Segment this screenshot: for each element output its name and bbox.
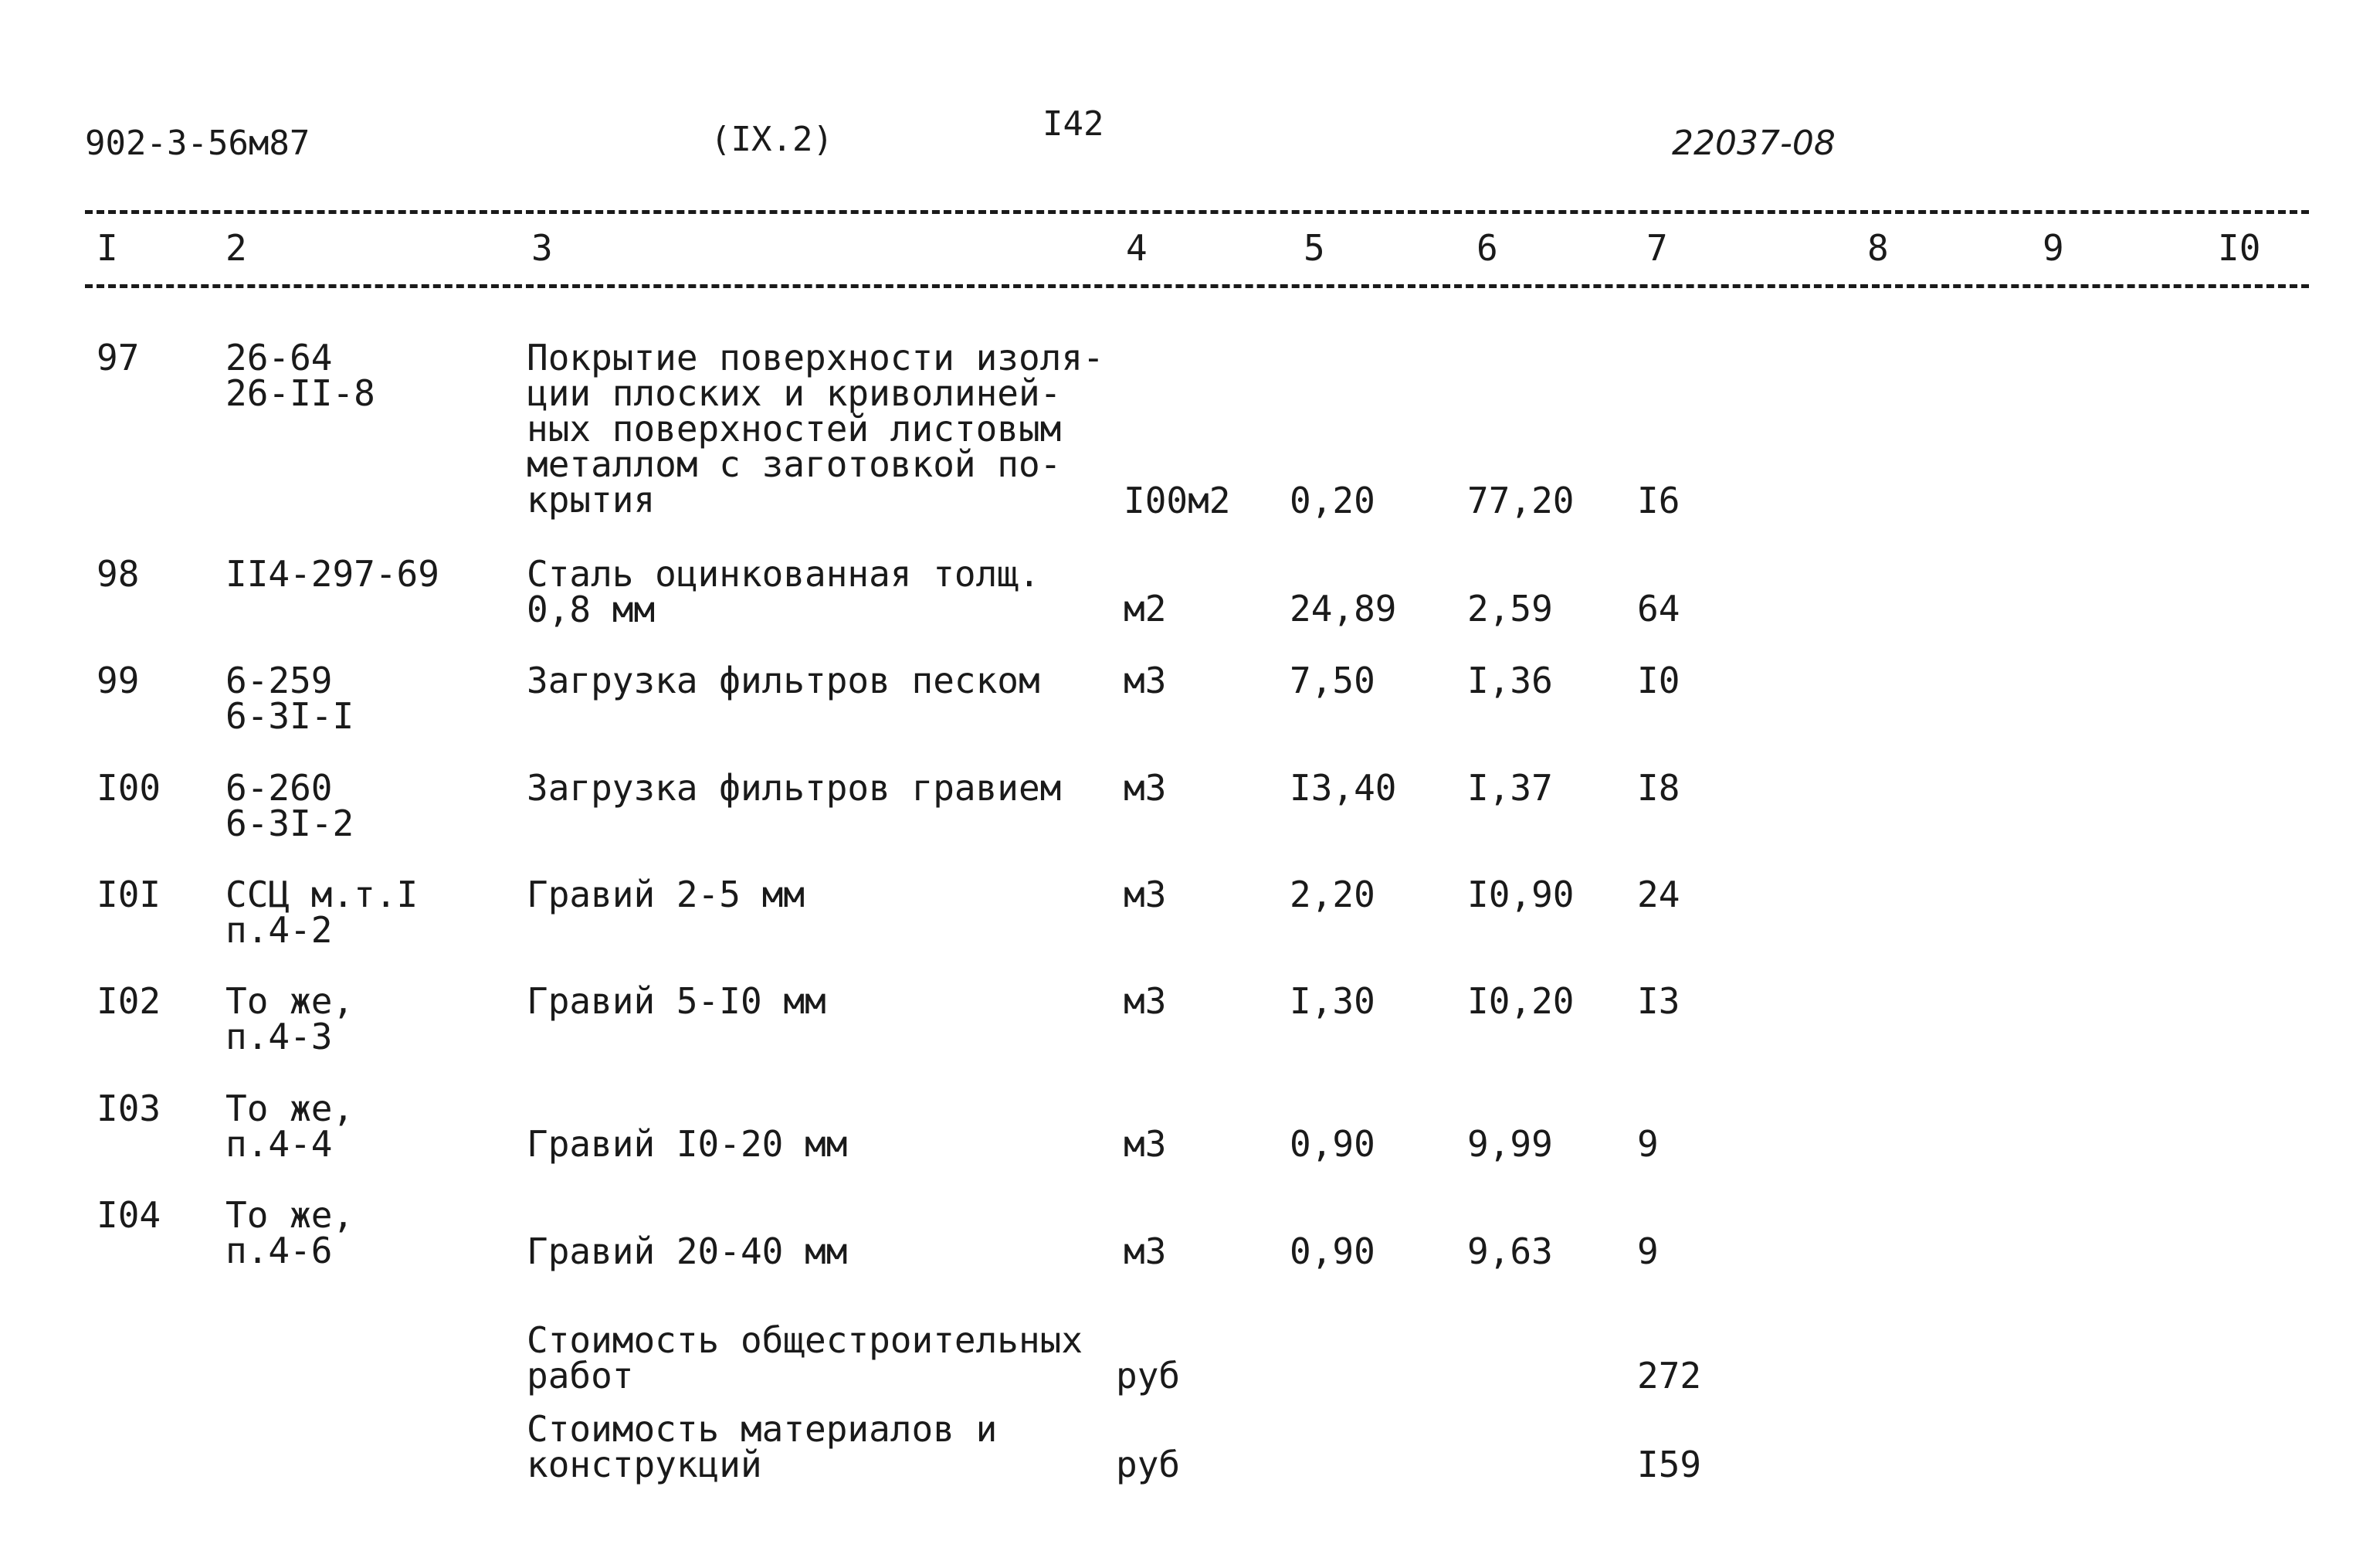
col-header-4: 4 — [1126, 227, 1148, 269]
total-label-materials: Стоимость материалов и конструкций — [527, 1408, 998, 1485]
row-norm-code: II4-297-69 — [225, 553, 439, 595]
row-unit-price: 2,59 — [1467, 588, 1553, 630]
row-unit-price: 9,99 — [1467, 1123, 1553, 1165]
total-unit-materials: руб — [1116, 1444, 1181, 1485]
row-cost: 24 — [1637, 874, 1680, 915]
row-unit-price: I0,90 — [1467, 874, 1575, 915]
document-code: 902-3-56м87 — [85, 124, 310, 163]
row-number: I0I — [97, 874, 161, 915]
col-header-10: I0 — [2218, 227, 2261, 269]
section-number: (IX.2) — [710, 120, 833, 159]
row-quantity: 0,90 — [1290, 1230, 1375, 1272]
col-header-8: 8 — [1867, 227, 1889, 269]
row-description: Гравий I0-20 мм — [527, 1123, 848, 1165]
col-header-6: 6 — [1476, 227, 1498, 269]
row-unit-price: I0,20 — [1467, 980, 1575, 1022]
col-header-1: I — [97, 227, 118, 269]
row-unit-price: 77,20 — [1467, 480, 1575, 521]
total-cost-materials: I59 — [1637, 1444, 1702, 1485]
row-cost: 9 — [1637, 1230, 1659, 1272]
total-unit-construction: руб — [1116, 1355, 1181, 1397]
divider-top — [85, 210, 2309, 214]
row-unit: м2 — [1124, 588, 1167, 630]
row-norm-code: 26-64 26-II-8 — [225, 337, 375, 414]
row-description: Сталь оцинкованная толщ. 0,8 мм — [527, 553, 1040, 630]
row-description: Гравий 5-I0 мм — [527, 980, 826, 1022]
row-norm-code: 6-259 6-3I-I — [225, 660, 354, 737]
project-number: 22037-08 — [1672, 124, 1836, 163]
row-cost: I6 — [1637, 480, 1680, 521]
row-unit-price: 9,63 — [1467, 1230, 1553, 1272]
row-description: Гравий 2-5 мм — [527, 874, 805, 915]
row-quantity: 24,89 — [1290, 588, 1397, 630]
row-norm-code: То же, п.4-6 — [225, 1194, 354, 1271]
row-number: I00 — [97, 767, 161, 809]
row-number: 98 — [97, 553, 140, 595]
row-number: I02 — [97, 980, 161, 1022]
divider-header-bottom — [85, 284, 2309, 288]
row-quantity: 7,50 — [1290, 660, 1375, 701]
row-norm-code: ССЦ м.т.I п.4-2 — [225, 874, 419, 951]
col-header-7: 7 — [1646, 227, 1668, 269]
row-number: 97 — [97, 337, 140, 378]
page-number: I42 — [1043, 104, 1104, 144]
row-cost: I8 — [1637, 767, 1680, 809]
row-norm-code: 6-260 6-3I-2 — [225, 767, 354, 844]
col-header-3: 3 — [531, 227, 553, 269]
row-quantity: 0,20 — [1290, 480, 1375, 521]
row-unit: м3 — [1124, 1123, 1167, 1165]
row-description: Гравий 20-40 мм — [527, 1230, 848, 1272]
row-unit: м3 — [1124, 980, 1167, 1022]
row-unit: м3 — [1124, 1230, 1167, 1272]
row-norm-code: То же, п.4-3 — [225, 980, 354, 1057]
row-quantity: 0,90 — [1290, 1123, 1375, 1165]
row-quantity: 2,20 — [1290, 874, 1375, 915]
row-cost: I0 — [1637, 660, 1680, 701]
row-cost: I3 — [1637, 980, 1680, 1022]
row-unit: I00м2 — [1124, 480, 1231, 521]
row-unit: м3 — [1124, 660, 1167, 701]
row-quantity: I3,40 — [1290, 767, 1397, 809]
row-cost: 64 — [1637, 588, 1680, 630]
row-number: I03 — [97, 1088, 161, 1129]
row-unit-price: I,36 — [1467, 660, 1553, 701]
col-header-2: 2 — [225, 227, 247, 269]
row-number: I04 — [97, 1194, 161, 1236]
row-norm-code: То же, п.4-4 — [225, 1088, 354, 1165]
row-unit: м3 — [1124, 767, 1167, 809]
col-header-9: 9 — [2043, 227, 2064, 269]
col-header-5: 5 — [1304, 227, 1325, 269]
row-unit: м3 — [1124, 874, 1167, 915]
row-number: 99 — [97, 660, 140, 701]
row-description: Покрытие поверхности изоля- ции плоских и криволиней- ных поверхностей листовым металлом с заготовкой по- крытия — [527, 337, 1104, 521]
row-unit-price: I,37 — [1467, 767, 1553, 809]
total-cost-construction: 272 — [1637, 1355, 1702, 1397]
row-quantity: I,30 — [1290, 980, 1375, 1022]
row-description: Загрузка фильтров гравием — [527, 767, 1062, 809]
row-description: Загрузка фильтров песком — [527, 660, 1040, 701]
total-label-construction: Стоимость общестроительных работ — [527, 1319, 1083, 1397]
row-cost: 9 — [1637, 1123, 1659, 1165]
